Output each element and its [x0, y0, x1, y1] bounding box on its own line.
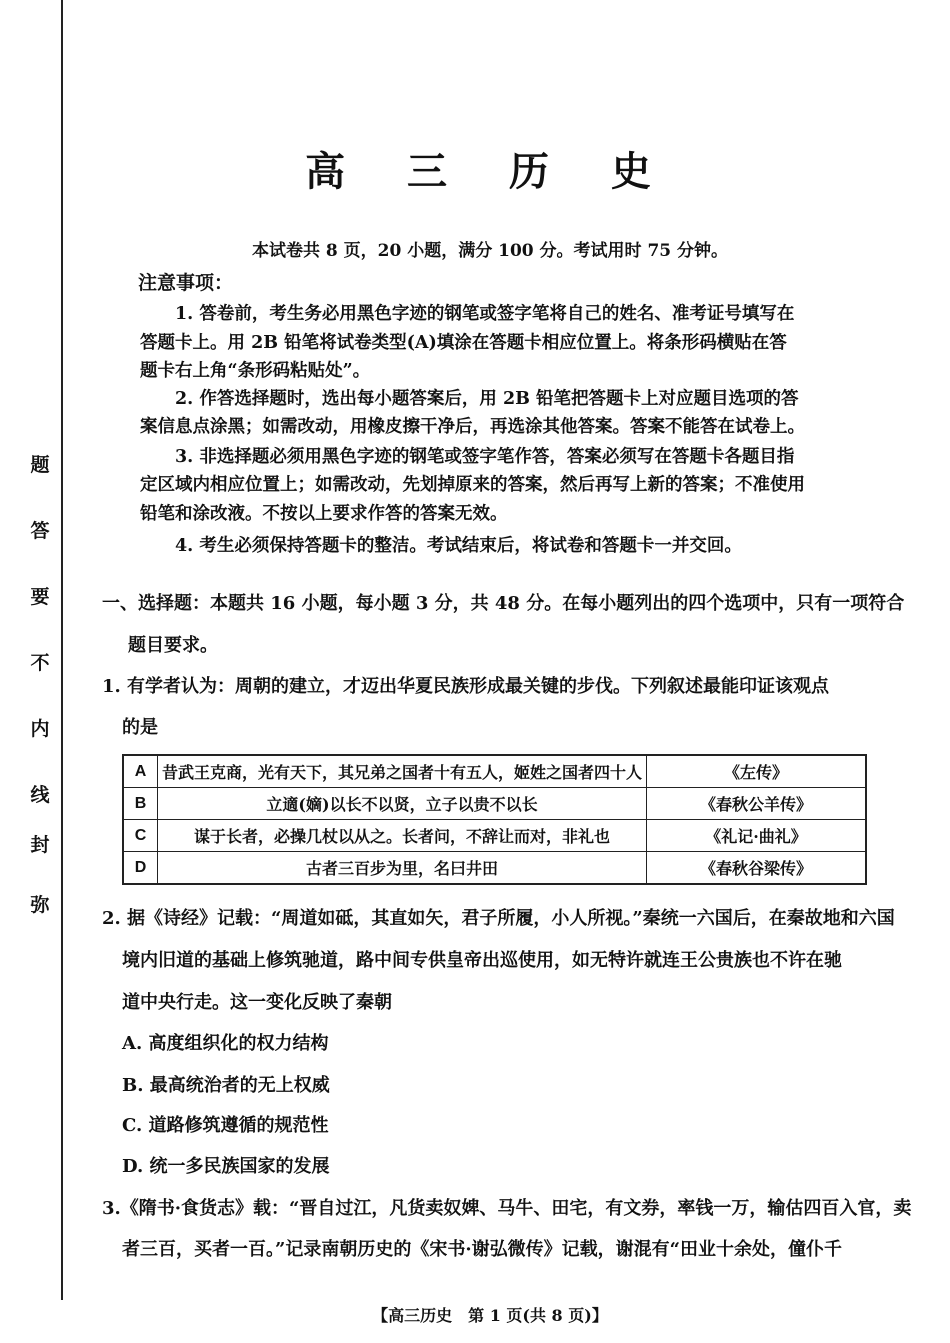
- margin-char: 不: [30, 652, 50, 674]
- notice-line: 3. 非选择题必须用黑色字迹的钢笔或签字笔作答，答案必须写在答题卡各题目指: [175, 447, 795, 467]
- page-footer: 【高三历史 第 1 页(共 8 页)】: [372, 1306, 608, 1325]
- question-1-table: [122, 754, 867, 885]
- table-row: [123, 788, 866, 820]
- question-1-stem-cont: 的是: [122, 717, 158, 738]
- margin-char: 弥: [30, 894, 50, 916]
- question-2-stem-cont: 道中央行走。这一变化反映了秦朝: [122, 992, 392, 1013]
- quote-text: 谋于长者，必操几杖以从之。长者问，不辞让而对，非礼也: [158, 820, 647, 852]
- option-letter: B: [123, 788, 158, 820]
- quote-text: 立適(嫡)以长不以贤，立子以贵不以长: [158, 788, 647, 820]
- question-2-stem-cont: 境内旧道的基础上修筑驰道，路中间专供皇帝出巡使用，如无特许就连王公贵族也不许在驰: [122, 950, 842, 971]
- question-2-option-c: C. 道路修筑遵循的规范性: [122, 1115, 329, 1136]
- notice-line: 铅笔和涂改液。不按以上要求作答的答案无效。: [140, 504, 508, 524]
- question-3-stem: 3.《隋书·食货志》载：“晋自过江，凡货卖奴婢、马牛、田宅，有文券，率钱一万，输估四百入官，卖: [102, 1198, 912, 1219]
- notice-line: 答题卡上。用 2B 铅笔将试卷类型(A)填涂在答题卡相应位置上。将条形码横贴在答: [140, 333, 787, 353]
- notice-line: 1. 答卷前，考生务必用黑色字迹的钢笔或签字笔将自己的姓名、准考证号填写在: [175, 304, 795, 324]
- section-heading: 一、选择题：本题共 16 小题，每小题 3 分，共 48 分。在每小题列出的四个选项中，只有一项符合: [102, 593, 905, 614]
- table-row: [123, 820, 866, 852]
- notice-line: 题卡右上角“条形码粘贴处”。: [140, 361, 371, 381]
- quote-source: 《礼记·曲礼》: [647, 820, 867, 852]
- exam-info: 本试卷共 8 页，20 小题，满分 100 分。考试用时 75 分钟。: [251, 241, 729, 261]
- exam-title: 高 三 历 史: [305, 148, 675, 195]
- notice-line: 案信息点涂黑；如需改动，用橡皮擦干净后，再选涂其他答案。答案不能答在试卷上。: [140, 417, 805, 437]
- question-2-option-d: D. 统一多民族国家的发展: [122, 1156, 330, 1177]
- notice-line: 2. 作答选择题时，选出每小题答案后，用 2B 铅笔把答题卡上对应题目选项的答: [175, 389, 799, 409]
- table-row: [123, 755, 866, 788]
- margin-char: 内: [30, 718, 50, 740]
- margin-char: 题: [30, 454, 50, 476]
- option-letter: C: [123, 820, 158, 852]
- question-2-option-a: A. 高度组织化的权力结构: [122, 1033, 329, 1054]
- margin-char: 封: [30, 834, 50, 856]
- margin-char: 要: [30, 586, 50, 608]
- quote-source: 《左传》: [647, 755, 867, 788]
- quote-source: 《春秋公羊传》: [647, 788, 867, 820]
- option-letter: D: [123, 852, 158, 885]
- margin-char: 线: [30, 784, 50, 806]
- question-2-option-b: B. 最高统治者的无上权威: [122, 1075, 330, 1096]
- question-1-stem: 1. 有学者认为：周朝的建立，才迈出华夏民族形成最关键的步伐。下列叙述最能印证该观点: [102, 676, 830, 697]
- section-heading-cont: 题目要求。: [128, 635, 218, 656]
- quote-text: 昔武王克商，光有天下，其兄弟之国者十有五人，姬姓之国者四十人: [158, 755, 647, 788]
- question-2-stem: 2. 据《诗经》记载：“周道如砥，其直如矢，君子所履，小人所视。”秦统一六国后，在秦故地和六国: [102, 908, 895, 929]
- notice-heading: 注意事项：: [138, 272, 234, 294]
- quote-text: 古者三百步为里，名曰井田: [158, 852, 647, 885]
- table-row: [123, 852, 866, 885]
- margin-char: 答: [30, 520, 50, 542]
- notice-line: 定区域内相应位置上；如需改动，先划掉原来的答案，然后再写上新的答案；不准使用: [140, 475, 805, 495]
- notice-line: 4. 考生必须保持答题卡的整洁。考试结束后，将试卷和答题卡一并交回。: [175, 536, 742, 556]
- option-letter: A: [123, 755, 158, 788]
- quote-source: 《春秋谷梁传》: [647, 852, 867, 885]
- question-3-stem-cont: 者三百，买者一百。”记录南朝历史的《宋书·谢弘微传》记载，谢混有“田业十余处，僮仆千: [122, 1239, 842, 1260]
